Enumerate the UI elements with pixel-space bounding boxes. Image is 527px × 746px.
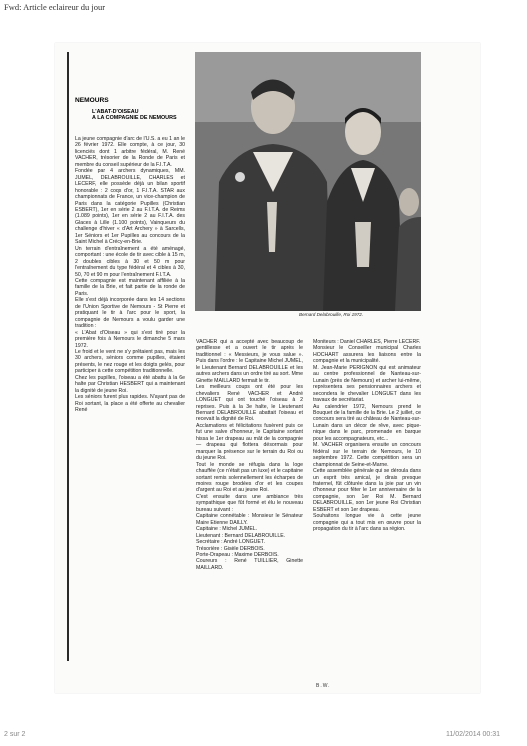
article-photo — [195, 52, 421, 311]
column-rule — [67, 52, 69, 661]
article-column-2: VACHER qui a accepté avec beaucoup de gentillesse et a ouvert le tir après le traditionnel : « Messieurs, je vous salue ». Puis dans l'ordre : le Capitaine Michel JUMEL, le Lieutenant Bernard DELABROUILLE et les autres archers dans un ordre tiré au sort. Mme Ginette MAILLARD fermait le tir. Les meilleurs coups ont été pour les chevaliers René VACHER et André LONGUET qui ont touché l'oiseau à 2 reprises. Puis à la 3e halte, le Lieutenant Bernard DELABROUILLE abattait l'oiseau et recevait la dignité de Roi. Acclamations et félicitations fusèrent puis ce fut une salve d'honneur, le Capitaine sortant hissa le 1er drapeau au mât de la compagnie — drapeau qui flottera désormais pour marquer la présence sur le terrain du Roi ou du jeune Roi. Tout le monde se réfugia dans la loge chauffée (ce n'était pas un luxe) et le capitaine sortant remis solennellement les écharpes de moires rouge brodées d'or et les coupes d'argent au Roi et au jeune Roi. C'est ensuite dans une ambiance très sympathique que fût formé et élu le nouveau bureau suivant : Capitaine connétable : Monsieur le Sénateur Maire Etienne DAILLY. Capitaine : Michel JUMEL. Lieutenant : Bernard DELABROUILLE. Secrétaire : André LONGUET. Trésorière : Gisèle DERBOIS. Porte-Drapeau : Maxime DERBOIS. Coureurs : René TUILLIER, Ginette MAILLARD. — [196, 339, 303, 571]
article-headline: L'ABAT-D'OISEAU A LA COMPAGNIE DE NEMOURS — [92, 109, 177, 122]
photo-caption: Bernard Delabrouille, Roi 1972. — [299, 312, 364, 317]
print-datetime: 11/02/2014 00:31 — [446, 731, 500, 738]
author-signature: B.W. — [316, 683, 331, 689]
section-title: NEMOURS — [75, 97, 109, 104]
article-column-3: Moniteurs : Daniel CHARLES, Pierre LECERF. Monsieur le Conseiller municipal Charles HOCHART assurera les liaisons entre la compagnie et la municipalité. M. Jean-Marie PERIGNON qui est animateur au centre professionnel de Nanteau-sur-Lunain (près de Nemours) et archer lui-même, représentera ses pensionnaires archers et secondera le chevalier LONGUET dans les travaux de secrétariat. Au calendrier 1972, Nemours prend le Bouquet de la famille de la Brie. Le 2 juillet, ce concours sera tiré au château de Nanteau-sur-Lunain dans un décor de rêve, avec pique-nique dans le parc, promenade en barque pour les accompagnateurs, etc... M. VACHER organisera ensuite un concours fédéral sur le terrain de Nemours, le 10 septembre 1972. Cette compétition sera un championnat de Seine-et-Marne. Cette assemblée générale qui se déroula dans un esprit très amical, je dirais presque fraternel, fût clôturée dans la joie par un vin d'honneur pour fêter le 1er anniversaire de la compagnie, son 1er Roi M. Bernard DELABROUILLE, son 1er jeune Roi Christian ESBERT et son 1er drapeau. Souhaitons longue vie à cette jeune compagnie qui a tout mis en œuvre pour la propagation du tir à l'arc dans sa région. — [313, 339, 421, 533]
page-indicator: 2 sur 2 — [4, 731, 26, 738]
article-column-1: La jeune compagnie d'arc de l'U.S. a eu 1 an le 26 février 1972. Elle compte, à ce jour, 30 licenciés dont 1 arbitre fédéral, M. René VACHER, trésorier de la Ronde de Paris et membre du conseil supérieur de la F.I.T.A. Fondée par 4 archers dynamiques, MM. JUMEL, DELABROUILLE, CHARLES et LECERF, elle possède déjà un bilan sportif honorable : 2 coqs d'or, 1 F.I.T.A. STAR aux championnats de France, un vice-champion de Paris dans la catégorie Pupilles (Christian ESBERT), 1er en série 2 au F.I.T.A. de Reims (1.089 points), 1er en série 2 au F.I.T.A. des Glaces à Lille (1.100 points), Vainqueurs du challenge d'hiver « d'Art Archery » à Sarcells, 1er Séniors et 1er Pupilles au concours de la Saint Michel à Crécy-en-Brie. Un terrain d'entraînement a été aménagé, comportant : une école de tir avec cible à 15 m, 2 doubles cibles à 30 et 50 m pour l'entraînement du type fédéral et 4 cibles à 30, 50, 70 et 90 m pour l'entraînement F.I.T.A. Cette compagnie est maintenant affiliée à la famille de la Brie, et fait partie de la ronde de Paris. Elle s'est déjà incorporée dans les 14 sections de l'Union Sportive de Nemours - St Pierre et pratiquant le tir à l'arc pour le sport, la compagnie de Nemours a voulu garder une tradition : « L'Abat d'Oiseau » qui s'est tiré pour la première fois à Nemours le dimanche 5 mars 1972. Le froid et le vent ne s'y prêtaient pas, mais les 30 archers, séniors comme pupilles, étaient présents, le nez rouge et les doigts gelés, pour participer à cette compétition traditionnelle. Chez les pupilles, l'oiseau a été abattu à la 6e halte par Christian HESBERT qui a maintenant la dignité de jeune Roi. Les séniors furent plus rapides. N'ayant pas de Roi sortant, la place a été offerte au chevalier René — [75, 136, 185, 414]
email-header: Fwd: Article eclaireur du jour — [4, 2, 106, 12]
photo-illustration — [195, 52, 421, 311]
